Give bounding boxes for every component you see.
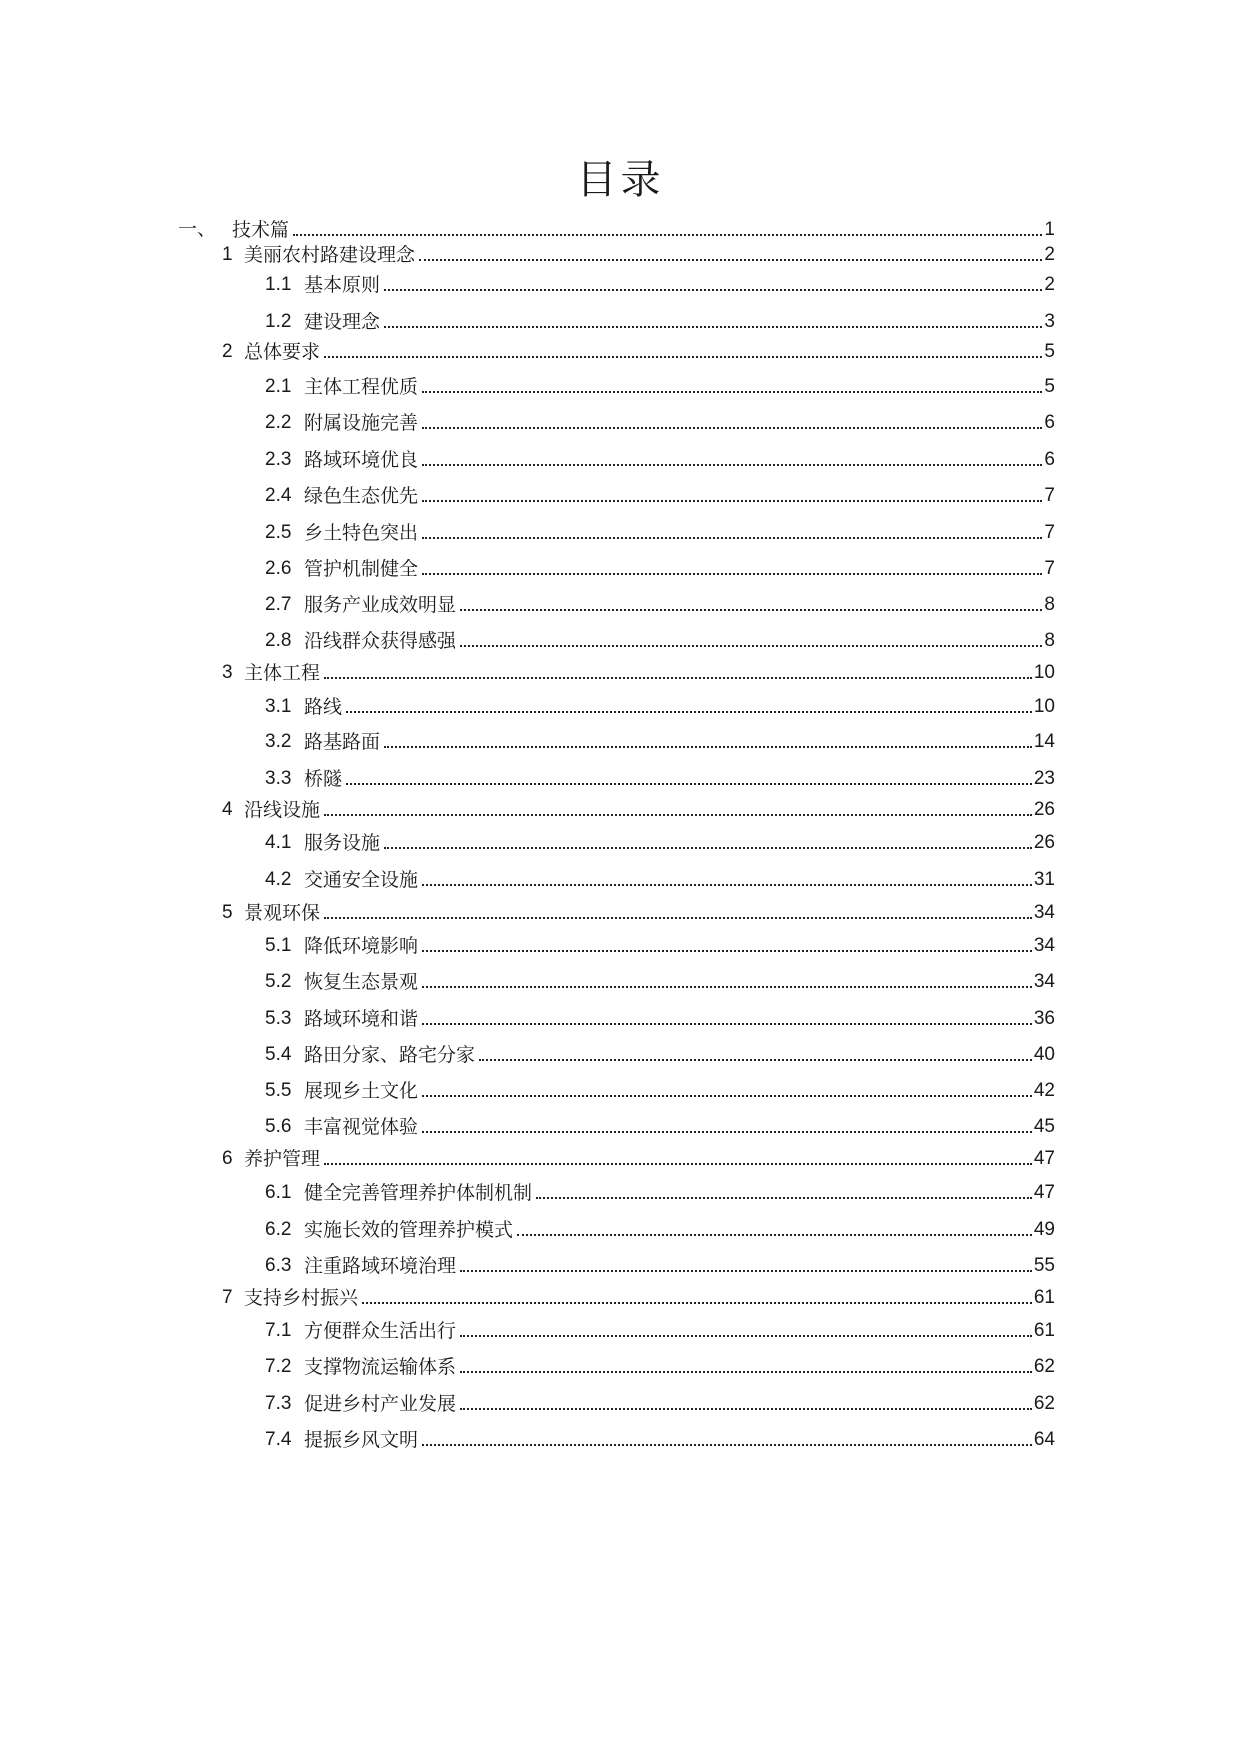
- toc-page-number: 14: [1033, 731, 1055, 752]
- toc-entry-title: 景观环保: [244, 902, 321, 924]
- toc-section-entry[interactable]: [265, 1349, 1055, 1379]
- toc-entry-number: 2.5: [265, 522, 292, 543]
- toc-entry-title: 桥隧: [304, 768, 343, 790]
- toc-entry-title: 基本原则: [304, 274, 381, 296]
- toc-entry-number: 2.4: [265, 485, 292, 506]
- toc-chapter-entry[interactable]: [222, 334, 1055, 364]
- toc-entry-number: 7: [222, 1287, 233, 1308]
- toc-page-number: 3: [1044, 311, 1055, 332]
- toc-page-number: 6: [1044, 449, 1055, 470]
- toc-entry-number: 5.4: [265, 1044, 292, 1065]
- toc-page-number: 5: [1044, 341, 1055, 362]
- toc-dot-leader: [324, 677, 1032, 679]
- toc-page-number: 10: [1033, 696, 1055, 717]
- toc-entry-number: 2.3: [265, 449, 292, 470]
- toc-entry-number: 7.3: [265, 1393, 292, 1414]
- toc-entry-title: 交通安全设施: [304, 869, 419, 891]
- toc-page-number: 34: [1033, 902, 1055, 923]
- toc-section-entry[interactable]: [265, 405, 1055, 435]
- toc-entry-number: 6.3: [265, 1255, 292, 1276]
- toc-entry-title: 美丽农村路建设理念: [244, 244, 416, 266]
- toc-section-entry[interactable]: [265, 515, 1055, 545]
- toc-entry-title: 促进乡村产业发展: [304, 1393, 457, 1415]
- toc-dot-leader: [422, 986, 1032, 988]
- toc-entry-number: 2: [222, 341, 233, 362]
- toc-page-number: 6: [1044, 412, 1055, 433]
- toc-dot-leader: [422, 1131, 1032, 1133]
- toc-entry-title: 总体要求: [244, 341, 321, 363]
- toc-entry-number: 7.1: [265, 1320, 292, 1341]
- toc-entry-number: 5.2: [265, 971, 292, 992]
- toc-entry-title: 建设理念: [304, 311, 381, 333]
- toc-dot-leader: [460, 609, 1042, 611]
- toc-entry-title: 方便群众生活出行: [304, 1320, 457, 1342]
- toc-entry-title: 技术篇: [232, 219, 290, 241]
- toc-section-entry[interactable]: [265, 1212, 1055, 1242]
- toc-dot-leader: [517, 1234, 1032, 1236]
- toc-page-number: 61: [1033, 1287, 1055, 1308]
- toc-chapter-entry[interactable]: [222, 237, 1055, 267]
- toc-section-entry[interactable]: [265, 551, 1055, 581]
- toc-entry-title: 沿线群众获得感强: [304, 630, 457, 652]
- toc-dot-leader: [422, 391, 1042, 393]
- toc-section-entry[interactable]: [265, 928, 1055, 958]
- toc-page-number: 34: [1033, 971, 1055, 992]
- toc-entry-title: 实施长效的管理养护模式: [304, 1219, 514, 1241]
- toc-entry-title: 绿色生态优先: [304, 485, 419, 507]
- toc-page-number: 64: [1033, 1429, 1055, 1450]
- toc-section-entry[interactable]: [265, 1073, 1055, 1103]
- toc-dot-leader: [346, 783, 1032, 785]
- toc-page-number: 62: [1033, 1393, 1055, 1414]
- toc-page-number: 2: [1044, 244, 1055, 265]
- toc-chapter-entry[interactable]: [222, 1280, 1055, 1310]
- toc-dot-leader: [422, 464, 1042, 466]
- toc-entry-number: 4.1: [265, 832, 292, 853]
- toc-page-number: 42: [1033, 1080, 1055, 1101]
- toc-section-entry[interactable]: [265, 724, 1055, 754]
- toc-entry-number: 2.7: [265, 594, 292, 615]
- toc-section-entry[interactable]: [265, 478, 1055, 508]
- toc-entry-number: 2.2: [265, 412, 292, 433]
- toc-page-number: 49: [1033, 1219, 1055, 1240]
- toc-page-number: 61: [1033, 1320, 1055, 1341]
- toc-entry-title: 路域环境和谐: [304, 1008, 419, 1030]
- toc-page-number: 7: [1044, 522, 1055, 543]
- toc-section-entry[interactable]: [265, 964, 1055, 994]
- toc-dot-leader: [479, 1059, 1032, 1061]
- toc-page-number: 5: [1044, 376, 1055, 397]
- toc-section-entry[interactable]: [265, 761, 1055, 791]
- toc-page-number: 45: [1033, 1116, 1055, 1137]
- toc-entry-number: 5.3: [265, 1008, 292, 1029]
- toc-section-entry[interactable]: [265, 267, 1055, 297]
- toc-page-number: 47: [1033, 1148, 1055, 1169]
- toc-section-entry[interactable]: [265, 369, 1055, 399]
- toc-entry-number: 4.2: [265, 869, 292, 890]
- toc-dot-leader: [460, 1371, 1032, 1373]
- toc-dot-leader: [324, 814, 1032, 816]
- toc-dot-leader: [384, 326, 1042, 328]
- toc-entry-title: 路基路面: [304, 731, 381, 753]
- toc-page-number: 36: [1033, 1008, 1055, 1029]
- toc-dot-leader: [324, 917, 1032, 919]
- toc-dot-leader: [422, 950, 1032, 952]
- toc-page-number: 62: [1033, 1356, 1055, 1377]
- toc-page-number: 55: [1033, 1255, 1055, 1276]
- toc-entry-number: 3.2: [265, 731, 292, 752]
- toc-entry-number: 5: [222, 902, 233, 923]
- toc-page-number: 10: [1033, 662, 1055, 683]
- toc-entry-number: 2.6: [265, 558, 292, 579]
- toc-entry-number: 3.3: [265, 768, 292, 789]
- toc-entry-number: 3: [222, 662, 233, 683]
- toc-entry-number: 2.1: [265, 376, 292, 397]
- toc-entry-number: 5.6: [265, 1116, 292, 1137]
- toc-section-entry[interactable]: [265, 442, 1055, 472]
- toc-entry-number: 5.1: [265, 935, 292, 956]
- toc-entry-title: 乡土特色突出: [304, 522, 419, 544]
- toc-dot-leader: [324, 1163, 1032, 1165]
- toc-chapter-entry[interactable]: [222, 1141, 1055, 1171]
- toc-page-number: 7: [1044, 558, 1055, 579]
- toc-entry-title: 注重路域环境治理: [304, 1255, 457, 1277]
- toc-page-number: 26: [1033, 832, 1055, 853]
- toc-section-entry[interactable]: [265, 1109, 1055, 1139]
- toc-entry-title: 管护机制健全: [304, 558, 419, 580]
- toc-dot-leader: [422, 1095, 1032, 1097]
- toc-entry-number: 2.8: [265, 630, 292, 651]
- toc-dot-leader: [422, 500, 1042, 502]
- toc-entry-title: 路线: [304, 696, 343, 718]
- toc-dot-leader: [384, 746, 1032, 748]
- toc-entry-number: 4: [222, 799, 233, 820]
- toc-section-entry[interactable]: [265, 1386, 1055, 1416]
- toc-entry-title: 服务产业成效明显: [304, 594, 457, 616]
- toc-entry-number: 6.1: [265, 1182, 292, 1203]
- toc-page-number: 23: [1033, 768, 1055, 789]
- toc-dot-leader: [324, 356, 1042, 358]
- toc-dot-leader: [422, 573, 1042, 575]
- toc-entry-title: 沿线设施: [244, 799, 321, 821]
- toc-entry-number: 5.5: [265, 1080, 292, 1101]
- toc-dot-leader: [384, 847, 1032, 849]
- toc-dot-leader: [536, 1197, 1032, 1199]
- toc-entry-title: 提振乡风文明: [304, 1429, 419, 1451]
- toc-dot-leader: [346, 711, 1032, 713]
- toc-section-entry[interactable]: [265, 623, 1055, 653]
- toc-entry-number: 3.1: [265, 696, 292, 717]
- toc-entry-number: 1: [222, 244, 233, 265]
- toc-entry-number: 6.2: [265, 1219, 292, 1240]
- toc-entry-number: 6: [222, 1148, 233, 1169]
- toc-dot-leader: [419, 259, 1042, 261]
- toc-page-number: 8: [1044, 630, 1055, 651]
- toc-section-entry[interactable]: [265, 1037, 1055, 1067]
- toc-dot-leader: [460, 645, 1042, 647]
- toc-dot-leader: [362, 1302, 1032, 1304]
- toc-dot-leader: [384, 289, 1042, 291]
- toc-chapter-entry[interactable]: [222, 655, 1055, 685]
- page-title: 目录: [576, 157, 665, 203]
- toc-section-entry[interactable]: [265, 825, 1055, 855]
- toc-page-number: 26: [1033, 799, 1055, 820]
- toc-page-number: 31: [1033, 869, 1055, 890]
- toc-section-entry[interactable]: [265, 1175, 1055, 1205]
- toc-dot-leader: [460, 1270, 1032, 1272]
- toc-dot-leader: [422, 537, 1042, 539]
- toc-entry-number: 一、: [178, 219, 217, 240]
- toc-entry-number: 7.4: [265, 1429, 292, 1450]
- toc-dot-leader: [460, 1408, 1032, 1410]
- toc-section-entry[interactable]: [265, 587, 1055, 617]
- toc-entry-number: 1.1: [265, 274, 292, 295]
- toc-dot-leader: [460, 1335, 1032, 1337]
- toc-page-number: 47: [1033, 1182, 1055, 1203]
- toc-dot-leader: [422, 884, 1032, 886]
- toc-dot-leader: [422, 1444, 1032, 1446]
- toc-section-entry[interactable]: [265, 1313, 1055, 1343]
- toc-entry-title: 健全完善管理养护体制机制: [304, 1182, 533, 1204]
- toc-chapter-entry[interactable]: [222, 895, 1055, 925]
- toc-page-number: 40: [1033, 1044, 1055, 1065]
- toc-section-entry[interactable]: [265, 1422, 1055, 1452]
- toc-entry-title: 丰富视觉体验: [304, 1116, 419, 1138]
- toc-entry-number: 7.2: [265, 1356, 292, 1377]
- toc-section-entry[interactable]: [265, 304, 1055, 334]
- toc-dot-leader: [422, 1023, 1032, 1025]
- toc-entry-number: 1.2: [265, 311, 292, 332]
- toc-entry-title: 服务设施: [304, 832, 381, 854]
- toc-dot-leader: [422, 427, 1042, 429]
- toc-page-number: 7: [1044, 485, 1055, 506]
- toc-entry-title: 附属设施完善: [304, 412, 419, 434]
- toc-entry-title: 养护管理: [244, 1148, 321, 1170]
- toc-page-number: 2: [1044, 274, 1055, 295]
- toc-entry-title: 恢复生态景观: [304, 971, 419, 993]
- toc-dot-leader: [293, 234, 1042, 236]
- toc-page-number: 34: [1033, 935, 1055, 956]
- toc-entry-title: 降低环境影响: [304, 935, 419, 957]
- toc-page-number: 8: [1044, 594, 1055, 615]
- toc-entry-title: 支持乡村振兴: [244, 1287, 359, 1309]
- toc-chapter-entry[interactable]: [222, 792, 1055, 822]
- toc-section-entry[interactable]: [265, 1001, 1055, 1031]
- toc-section-entry[interactable]: [265, 862, 1055, 892]
- toc-entry-title: 主体工程: [244, 662, 321, 684]
- toc-entry-title: 展现乡土文化: [304, 1080, 419, 1102]
- toc-entry-title: 路田分家、路宅分家: [304, 1044, 476, 1066]
- toc-section-entry[interactable]: [265, 689, 1055, 719]
- toc-entry-title: 支撑物流运输体系: [304, 1356, 457, 1378]
- toc-entry-title: 主体工程优质: [304, 376, 419, 398]
- toc-page-number: 1: [1044, 219, 1055, 240]
- toc-section-entry[interactable]: [265, 1248, 1055, 1278]
- toc-entry-title: 路域环境优良: [304, 449, 419, 471]
